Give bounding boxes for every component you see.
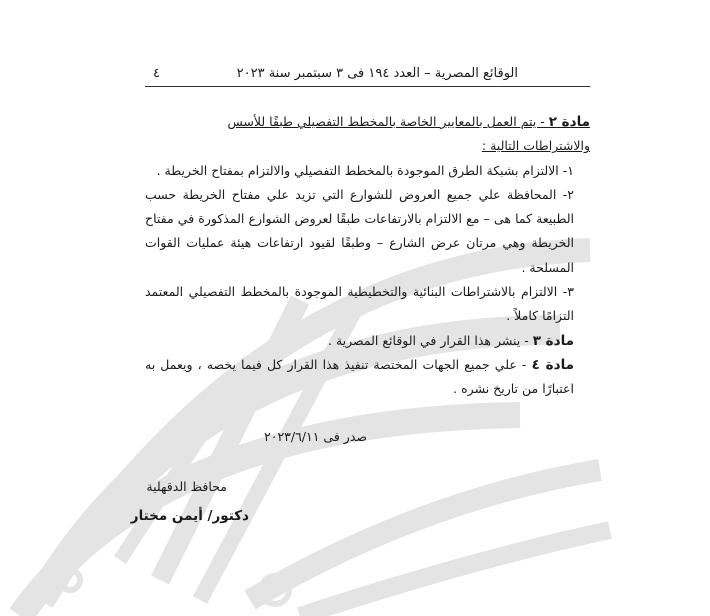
header-title: الوقائع المصرية – العدد ١٩٤ فى ٣ سبتمبر سنة ٢٠٢٣ [236, 66, 518, 81]
article-2-item-3: ٣- الالتزام بالاشتراطات البنائية والتخطيطية الموجودة بالمخطط التفصيلي المعتمد التزامًا كاملاً . [145, 284, 574, 324]
article-2-underlined [228, 114, 591, 129]
article-2-intro [145, 110, 590, 159]
article-2-label: مادة ٢ [548, 114, 590, 130]
article-3-label: مادة ٣ [532, 332, 574, 349]
article-2-intro-line1: - يتم العمل بالمعايير الخاصة بالمخطط التفصيلي طبقًا للأسس [227, 114, 549, 129]
issue-date: صدر فى ٢٠٢٣/٦/١١ [264, 429, 367, 444]
document-body [145, 110, 590, 402]
article-3 [145, 329, 590, 353]
article-3-text: - ينشر هذا القرار في الوقائع المصرية . [328, 332, 533, 348]
article-4-label: مادة ٤ [531, 356, 574, 373]
page-number: ٤ [153, 66, 160, 81]
article-2-item-2: ٢- المحافظة علي جميع العروض للشوارع التي تزيد علي مفتاح الخريطة حسب الطبيعة كما هى – مع الالتزام بالارتفاعات طبقًا لعروض الشوارع المذكورة في مفتاح الخريطة وهي مرتان عرض الشارع – وطبقًا لقيود ارتفاعات هيئة عمليات القوات المسلحة . [145, 186, 574, 275]
article-4-text: - علي جميع الجهات المختصة تنفيذ هذا القرار كل فيما يخصه ، ويعمل به اعتبارًا من تاريخ نشره . [145, 356, 574, 397]
signatory-name: دكتور/ أيمن مختار [130, 508, 249, 524]
signatory-title: محافظ الدقهلية [146, 479, 227, 494]
article-2-intro-line2: والاشتراطات التالية : [481, 138, 590, 154]
article-4 [145, 353, 590, 402]
page-header [145, 60, 590, 87]
article-2-item-1: ١- الالتزام بشبكة الطرق الموجودة بالمخطط التفصيلي والالتزام بمفتاح الخريطة . [156, 162, 574, 178]
